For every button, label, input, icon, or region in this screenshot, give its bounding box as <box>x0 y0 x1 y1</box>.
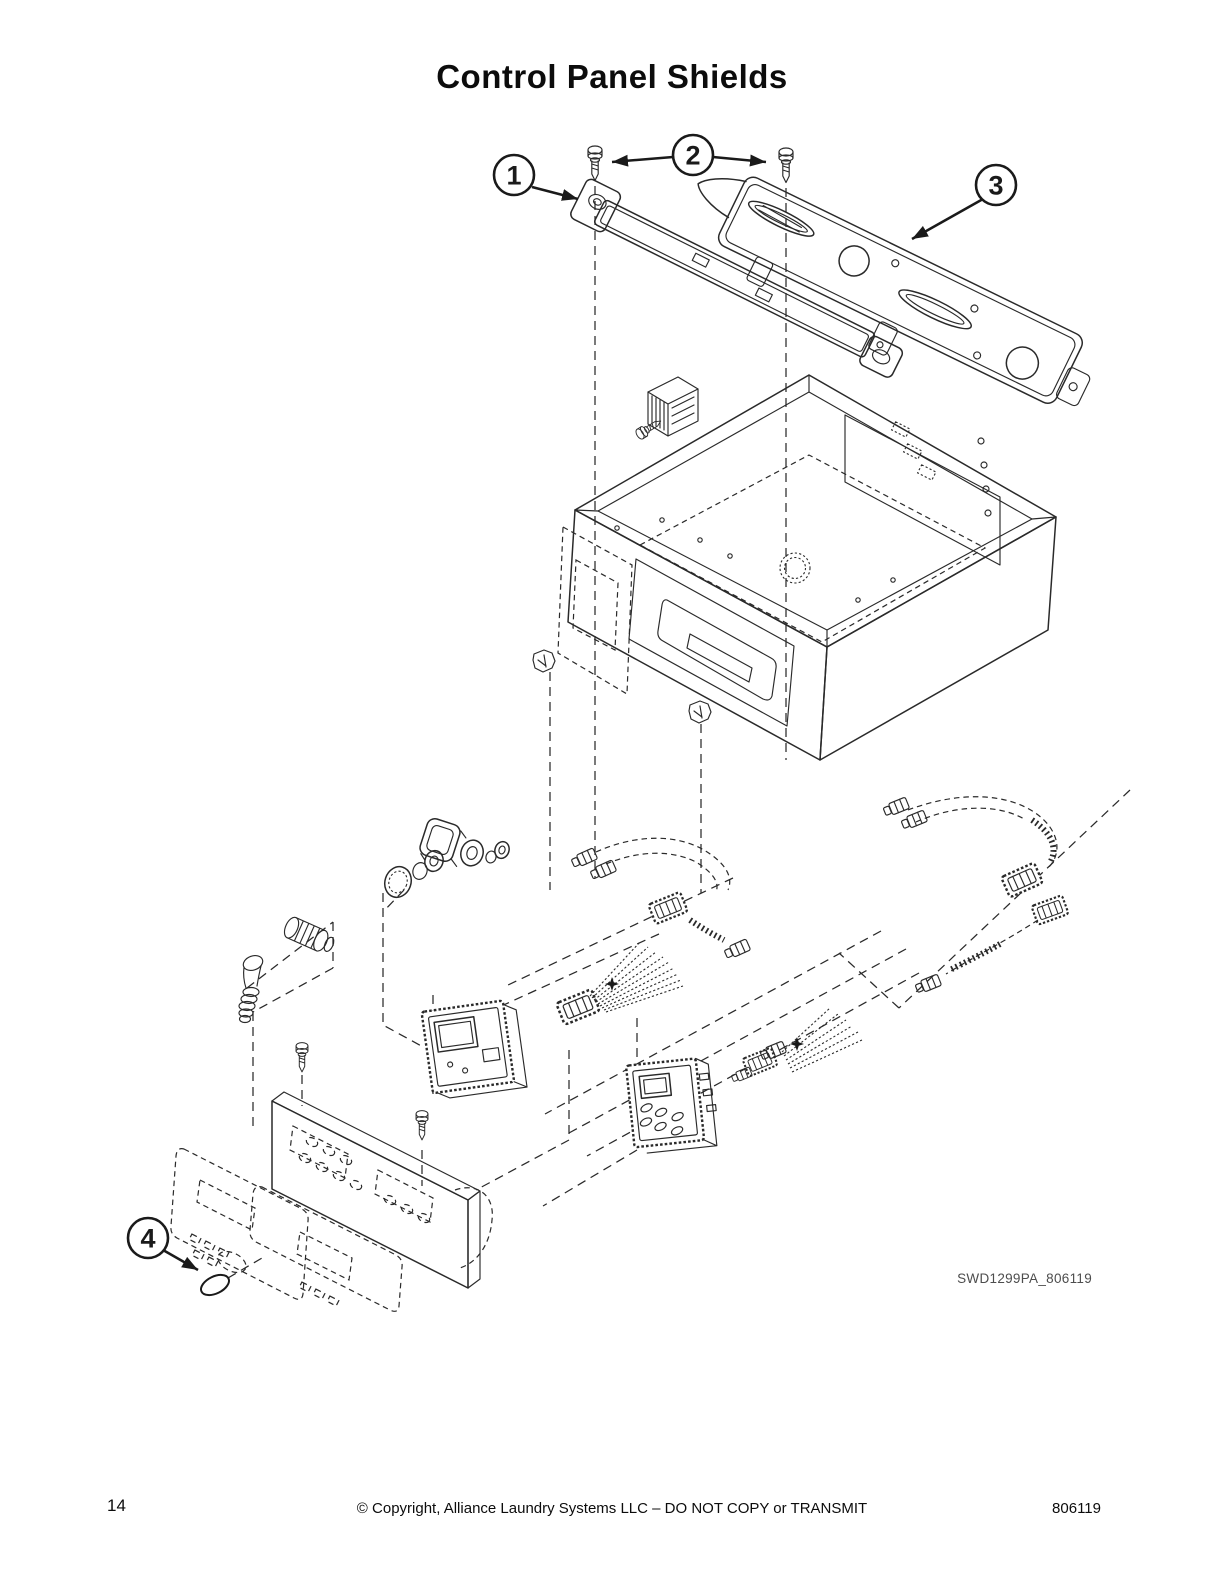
keypad-board <box>626 1057 720 1154</box>
lamp-holder-parts <box>239 915 337 1022</box>
part4-overlay-oval <box>198 1271 232 1299</box>
document-number: 806119 <box>1052 1500 1101 1517</box>
ribbon-harness <box>556 942 683 1025</box>
part2-screw-left <box>588 146 602 181</box>
part3-control-panel-shield <box>666 156 1105 441</box>
callout-3-label: 3 <box>988 170 1004 201</box>
callout-1-label: 1 <box>506 160 522 191</box>
cabinet-assembly <box>558 375 1056 760</box>
callout-3 <box>912 165 1016 239</box>
callout-2-label: 2 <box>685 140 701 171</box>
callout-4 <box>128 1218 198 1270</box>
callout-2 <box>612 135 766 175</box>
callout-4-label: 4 <box>140 1223 156 1254</box>
harness-e <box>731 1008 862 1083</box>
panel-screw-right <box>416 1111 428 1140</box>
panel-screw-left <box>296 1043 308 1072</box>
harness-b <box>882 797 1068 995</box>
page-footer <box>0 1494 1224 1534</box>
display-board <box>422 999 527 1100</box>
filter-screw <box>634 416 663 440</box>
part2-screw-right <box>779 148 793 183</box>
harness-a <box>570 838 750 960</box>
callout-1 <box>494 155 578 199</box>
rotary-switch-parts <box>381 817 511 901</box>
copyright-text: © Copyright, Alliance Laundry Systems LLC – DO NOT COPY or TRANSMIT <box>356 1500 868 1517</box>
page-number: 14 <box>107 1496 126 1515</box>
figure-watermark: SWD1299PA_806119 <box>957 1271 1092 1286</box>
panel-overlays <box>171 1149 402 1312</box>
page-title: Control Panel Shields <box>436 58 788 95</box>
